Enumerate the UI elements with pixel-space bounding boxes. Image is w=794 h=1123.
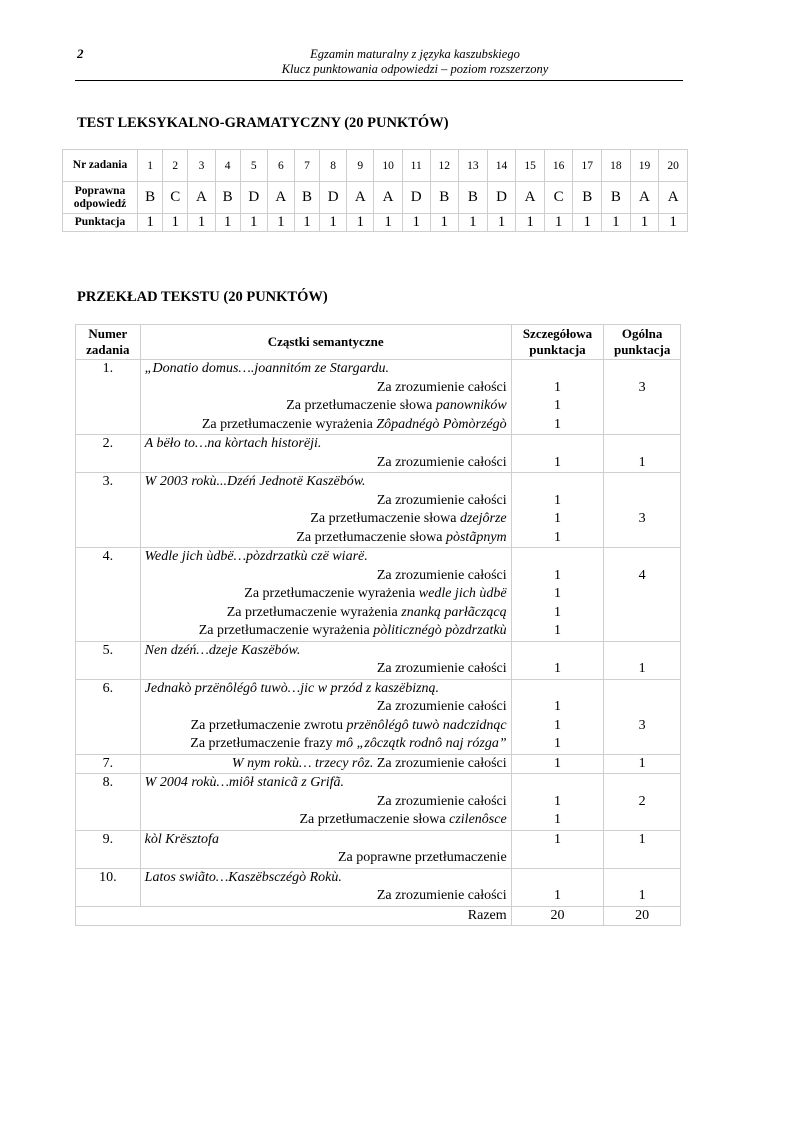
answer-cell: B <box>573 182 602 214</box>
fragment-text: W 2004 rokù…miôł stanicã z Grifã. <box>144 775 345 790</box>
criterion-line <box>141 887 507 906</box>
criterion-line <box>141 510 507 529</box>
criterion-text: Za poprawne przetłumaczenie <box>337 850 507 865</box>
answer-cell: A <box>347 182 374 214</box>
total-label: Razem <box>76 906 512 926</box>
fragment-text: Latos swiãto…Kaszëbsczégò Rokù. <box>144 869 342 885</box>
task-number-cell: 1 <box>138 150 163 182</box>
points-cell: 1 <box>294 214 319 232</box>
general-value: 1 <box>638 888 646 903</box>
spacer <box>604 473 680 492</box>
criterion-line <box>141 585 507 604</box>
answer-cell: D <box>320 182 347 214</box>
criterion-line <box>141 660 507 679</box>
criterion-text: Za zrozumienie całości <box>376 793 507 809</box>
criterion-term: znanką parłãczącą <box>401 604 507 620</box>
answer-cell: B <box>459 182 488 214</box>
points-cell: 1 <box>430 214 459 232</box>
test-row-numbers <box>63 150 688 182</box>
detailed-points <box>511 679 604 754</box>
header-line-1: Egzamin maturalny z języka kaszubskiego <box>310 47 520 61</box>
task-number-cell: 16 <box>544 150 573 182</box>
answer-cell: A <box>374 182 403 214</box>
points-cell: 1 <box>573 214 602 232</box>
task-number-cell: 18 <box>602 150 631 182</box>
points-cell: 1 <box>267 214 294 232</box>
point-value: 1 <box>553 888 561 903</box>
task-number: 4. <box>76 548 141 642</box>
fragment-text: A bëło to…na kòrtach historëji. <box>144 436 322 451</box>
criterion-text: Za przetłumaczenie wyrażenia <box>226 604 402 620</box>
point-value: 1 <box>553 586 561 601</box>
general-points <box>604 774 681 831</box>
task-number-cell: 14 <box>487 150 516 182</box>
point-value: 1 <box>553 812 561 827</box>
task-number-cell: 4 <box>215 150 240 182</box>
fragment-text: Wedle jich ùdbë…pòzdrzatkù czë wiarë. <box>144 549 368 564</box>
detailed-points <box>511 754 604 774</box>
answer-cell: A <box>516 182 545 214</box>
header-rule <box>75 80 683 81</box>
criterion-text: Za przetłumaczenie słowa <box>310 511 460 526</box>
detailed-points <box>511 360 604 435</box>
spacer <box>512 360 604 379</box>
answer-cell: B <box>602 182 631 214</box>
translation-section-title: PRZEKŁAD TEKSTU (20 PUNKTÓW) <box>77 289 328 305</box>
task-number: 8. <box>76 774 141 831</box>
task-number-cell: 15 <box>516 150 545 182</box>
semantic-cell <box>140 435 511 473</box>
table-row <box>76 360 681 435</box>
points-cell: 1 <box>516 214 545 232</box>
criterion-term: Zôpadnégò Pòmòrzégò <box>376 416 507 432</box>
semantic-cell <box>140 754 511 774</box>
point-value: 1 <box>553 511 561 526</box>
spacer <box>512 774 604 793</box>
points-cell: 1 <box>459 214 488 232</box>
general-value: 3 <box>638 717 646 733</box>
task-number: 2. <box>76 435 141 473</box>
answer-cell: A <box>630 182 659 214</box>
test-section-title: TEST LEKSYKALNO-GRAMATYCZNY (20 PUNKTÓW) <box>77 115 449 131</box>
criterion-text: Za zrozumienie całości <box>376 699 507 714</box>
criterion-line <box>141 811 507 830</box>
answer-cell: C <box>544 182 573 214</box>
task-number: 3. <box>76 473 141 548</box>
translation-header-row <box>76 325 681 360</box>
spacer <box>604 698 680 717</box>
header-line-2: Klucz punktowania odpowiedzi – poziom rozszerzony <box>281 62 549 76</box>
fragment-text: kòl Krësztofa <box>144 831 219 847</box>
test-row-answers <box>63 182 688 214</box>
criterion-term: pòliticznégò pòzdrzatkù <box>373 623 507 638</box>
criterion-line <box>141 622 507 641</box>
criterion-term: mô „zôczątk rodnô naj rózga” <box>336 736 507 751</box>
point-value: 1 <box>553 567 561 583</box>
criterion-term: przënôlégô tuwò nadczidnąc <box>346 717 507 733</box>
points-cell: 1 <box>374 214 403 232</box>
criterion-text: Za przetłumaczenie słowa <box>296 529 446 545</box>
criterion-text: Za przetłumaczenie wyrażenia <box>244 586 419 601</box>
spacer <box>604 869 680 888</box>
table-row <box>76 641 681 679</box>
detailed-points <box>511 548 604 642</box>
criterion-text: Za zrozumienie całości <box>376 661 507 676</box>
points-cell: 1 <box>602 214 631 232</box>
criterion-text: Za przetłumaczenie frazy <box>190 736 337 751</box>
criterion-text: Za zrozumienie całości <box>376 492 507 508</box>
criterion-line <box>141 397 507 416</box>
answer-cell: A <box>659 182 688 214</box>
general-points <box>604 360 681 435</box>
point-value: 1 <box>553 699 561 714</box>
semantic-cell <box>140 679 511 754</box>
criterion-term: pòstãpnym <box>445 529 507 545</box>
points-cell: 1 <box>544 214 573 232</box>
spacer <box>512 473 604 492</box>
criterion-text: Za zrozumienie całości <box>376 567 507 583</box>
criterion-text: Za przetłumaczenie wyrażenia <box>201 416 377 432</box>
criterion-line <box>141 717 507 736</box>
points-cell: 1 <box>320 214 347 232</box>
point-value: 1 <box>553 492 561 508</box>
header-general: Ogólna punktacja <box>604 325 681 360</box>
criterion-text: Za przetłumaczenie słowa <box>286 398 436 413</box>
semantic-cell <box>140 641 511 679</box>
detailed-points <box>511 868 604 906</box>
criterion-line <box>141 529 507 548</box>
spacer <box>512 642 604 661</box>
semantic-cell <box>140 830 511 868</box>
general-value: 4 <box>638 567 646 583</box>
table-row <box>76 830 681 868</box>
task-number-cell: 19 <box>630 150 659 182</box>
task-number-cell: 8 <box>320 150 347 182</box>
task-number-cell: 6 <box>267 150 294 182</box>
spacer <box>512 680 604 699</box>
point-value: 1 <box>553 416 561 432</box>
task-number: 7. <box>76 754 141 774</box>
general-points <box>604 830 681 868</box>
row-label-number: Nr zadania <box>63 150 138 182</box>
general-value: 1 <box>638 454 646 470</box>
criterion-line <box>141 735 507 754</box>
semantic-cell <box>140 868 511 906</box>
criterion-text: Za przetłumaczenie zwrotu <box>190 717 347 733</box>
answer-cell: B <box>294 182 319 214</box>
general-value: 3 <box>638 379 646 395</box>
points-cell: 1 <box>163 214 188 232</box>
general-value: 2 <box>638 793 646 809</box>
criterion-text: Za zrozumienie całości <box>376 755 507 771</box>
point-value: 1 <box>553 398 561 413</box>
spacer <box>604 680 680 699</box>
points-cell: 1 <box>487 214 516 232</box>
criterion-line <box>141 454 507 473</box>
answer-cell: C <box>163 182 188 214</box>
task-number-cell: 9 <box>347 150 374 182</box>
translation-scoring-table <box>75 324 681 926</box>
table-row <box>76 548 681 642</box>
criterion-term: wedle jich ùdbë <box>418 586 507 601</box>
fragment-text: Nen dzéń…dzeje Kaszëbów. <box>144 642 301 658</box>
spacer <box>604 492 680 511</box>
criterion-term: dzejôrze <box>459 511 507 526</box>
semantic-cell <box>140 360 511 435</box>
general-points <box>604 754 681 774</box>
table-row <box>76 679 681 754</box>
answer-cell: B <box>215 182 240 214</box>
general-value: 1 <box>638 661 646 676</box>
spacer <box>604 548 680 567</box>
criterion-line <box>141 849 507 868</box>
criterion-line <box>141 379 507 398</box>
fragment-text: „Donatio domus….joannitóm ze Stargardu. <box>144 361 390 376</box>
task-number-cell: 7 <box>294 150 319 182</box>
fragment-text: Jednakò przënôlégô tuwò…jic w przód z kaszëbizną. <box>144 680 440 696</box>
points-cell: 1 <box>347 214 374 232</box>
point-value: 1 <box>553 831 561 847</box>
general-points <box>604 548 681 642</box>
points-cell: 1 <box>659 214 688 232</box>
semantic-cell <box>140 548 511 642</box>
point-value: 1 <box>553 454 561 470</box>
row-label-answer: Poprawna odpowiedź <box>63 182 138 214</box>
criterion-line <box>141 793 507 812</box>
semantic-cell <box>140 473 511 548</box>
general-points <box>604 641 681 679</box>
general-points <box>604 473 681 548</box>
criterion-line <box>141 604 507 623</box>
general-points <box>604 435 681 473</box>
task-number-cell: 2 <box>163 150 188 182</box>
criterion-text: Za zrozumienie całości <box>376 379 507 395</box>
header-semantic: Cząstki semantyczne <box>140 325 511 360</box>
point-value: 1 <box>553 793 561 809</box>
task-number-cell: 12 <box>430 150 459 182</box>
task-number-cell: 20 <box>659 150 688 182</box>
criterion-term: panowników <box>435 398 507 413</box>
criterion-term: czilenôsce <box>449 812 507 827</box>
task-number-cell: 3 <box>188 150 215 182</box>
answer-cell: B <box>138 182 163 214</box>
task-number: 10. <box>76 868 141 906</box>
point-value: 1 <box>553 717 561 733</box>
detailed-points <box>511 830 604 868</box>
points-cell: 1 <box>138 214 163 232</box>
point-value: 1 <box>553 623 561 638</box>
test-row-points <box>63 214 688 232</box>
fragment-text: W 2003 rokù...Dzéń Jednotë Kaszëbów. <box>144 474 366 489</box>
table-row <box>76 774 681 831</box>
header-number: Numer zadania <box>76 325 141 360</box>
criterion-text: Za zrozumienie całości <box>376 454 507 470</box>
point-value: 1 <box>553 604 561 620</box>
answer-cell: D <box>402 182 430 214</box>
spacer <box>512 869 604 888</box>
points-cell: 1 <box>630 214 659 232</box>
points-cell: 1 <box>240 214 267 232</box>
point-value: 1 <box>553 736 561 751</box>
general-value: 3 <box>638 511 646 526</box>
spacer <box>604 435 680 454</box>
task-number: 5. <box>76 641 141 679</box>
task-number-cell: 11 <box>402 150 430 182</box>
point-value: 1 <box>553 379 561 395</box>
fragment-text: W nym rokù… trzecy rôz. <box>231 755 374 771</box>
table-row <box>76 868 681 906</box>
header-detailed: Szczegółowa punktacja <box>511 325 604 360</box>
answer-cell: B <box>430 182 459 214</box>
criterion-line <box>141 698 507 717</box>
criterion-line <box>141 567 507 586</box>
task-number-cell: 17 <box>573 150 602 182</box>
spacer <box>512 435 604 454</box>
task-number-cell: 13 <box>459 150 488 182</box>
criterion-text: Za zrozumienie całości <box>376 888 507 903</box>
points-cell: 1 <box>215 214 240 232</box>
spacer <box>604 360 680 379</box>
fragment-with-criterion <box>141 755 507 774</box>
row-label-points: Punktacja <box>63 214 138 232</box>
point-value: 1 <box>553 755 561 771</box>
semantic-cell <box>140 774 511 831</box>
point-value: 1 <box>553 661 561 676</box>
table-row <box>76 473 681 548</box>
points-cell: 1 <box>402 214 430 232</box>
criterion-line <box>141 416 507 435</box>
answer-cell: A <box>267 182 294 214</box>
points-cell: 1 <box>188 214 215 232</box>
total-general: 20 <box>604 906 681 926</box>
task-number-cell: 5 <box>240 150 267 182</box>
task-number: 9. <box>76 830 141 868</box>
spacer <box>604 642 680 661</box>
criterion-text: Za przetłumaczenie słowa <box>299 812 450 827</box>
task-number-cell: 10 <box>374 150 403 182</box>
spacer <box>604 774 680 793</box>
page-header <box>150 47 680 77</box>
answer-cell: D <box>487 182 516 214</box>
general-points <box>604 868 681 906</box>
detailed-points <box>511 774 604 831</box>
total-detailed: 20 <box>511 906 604 926</box>
spacer <box>512 548 604 567</box>
answer-cell: A <box>188 182 215 214</box>
general-value: 1 <box>638 755 646 771</box>
detailed-points <box>511 641 604 679</box>
general-value: 1 <box>638 831 646 847</box>
test-answer-key-table <box>62 149 688 232</box>
answer-cell: D <box>240 182 267 214</box>
translation-body <box>76 360 681 907</box>
criterion-line <box>141 492 507 511</box>
task-number: 6. <box>76 679 141 754</box>
detailed-points <box>511 473 604 548</box>
total-row <box>76 906 681 926</box>
task-number: 1. <box>76 360 141 435</box>
general-points <box>604 679 681 754</box>
criterion-text: Za przetłumaczenie wyrażenia <box>198 623 374 638</box>
table-row <box>76 754 681 774</box>
point-value: 1 <box>553 529 561 545</box>
detailed-points <box>511 435 604 473</box>
page-number: 2 <box>77 46 84 61</box>
table-row <box>76 435 681 473</box>
